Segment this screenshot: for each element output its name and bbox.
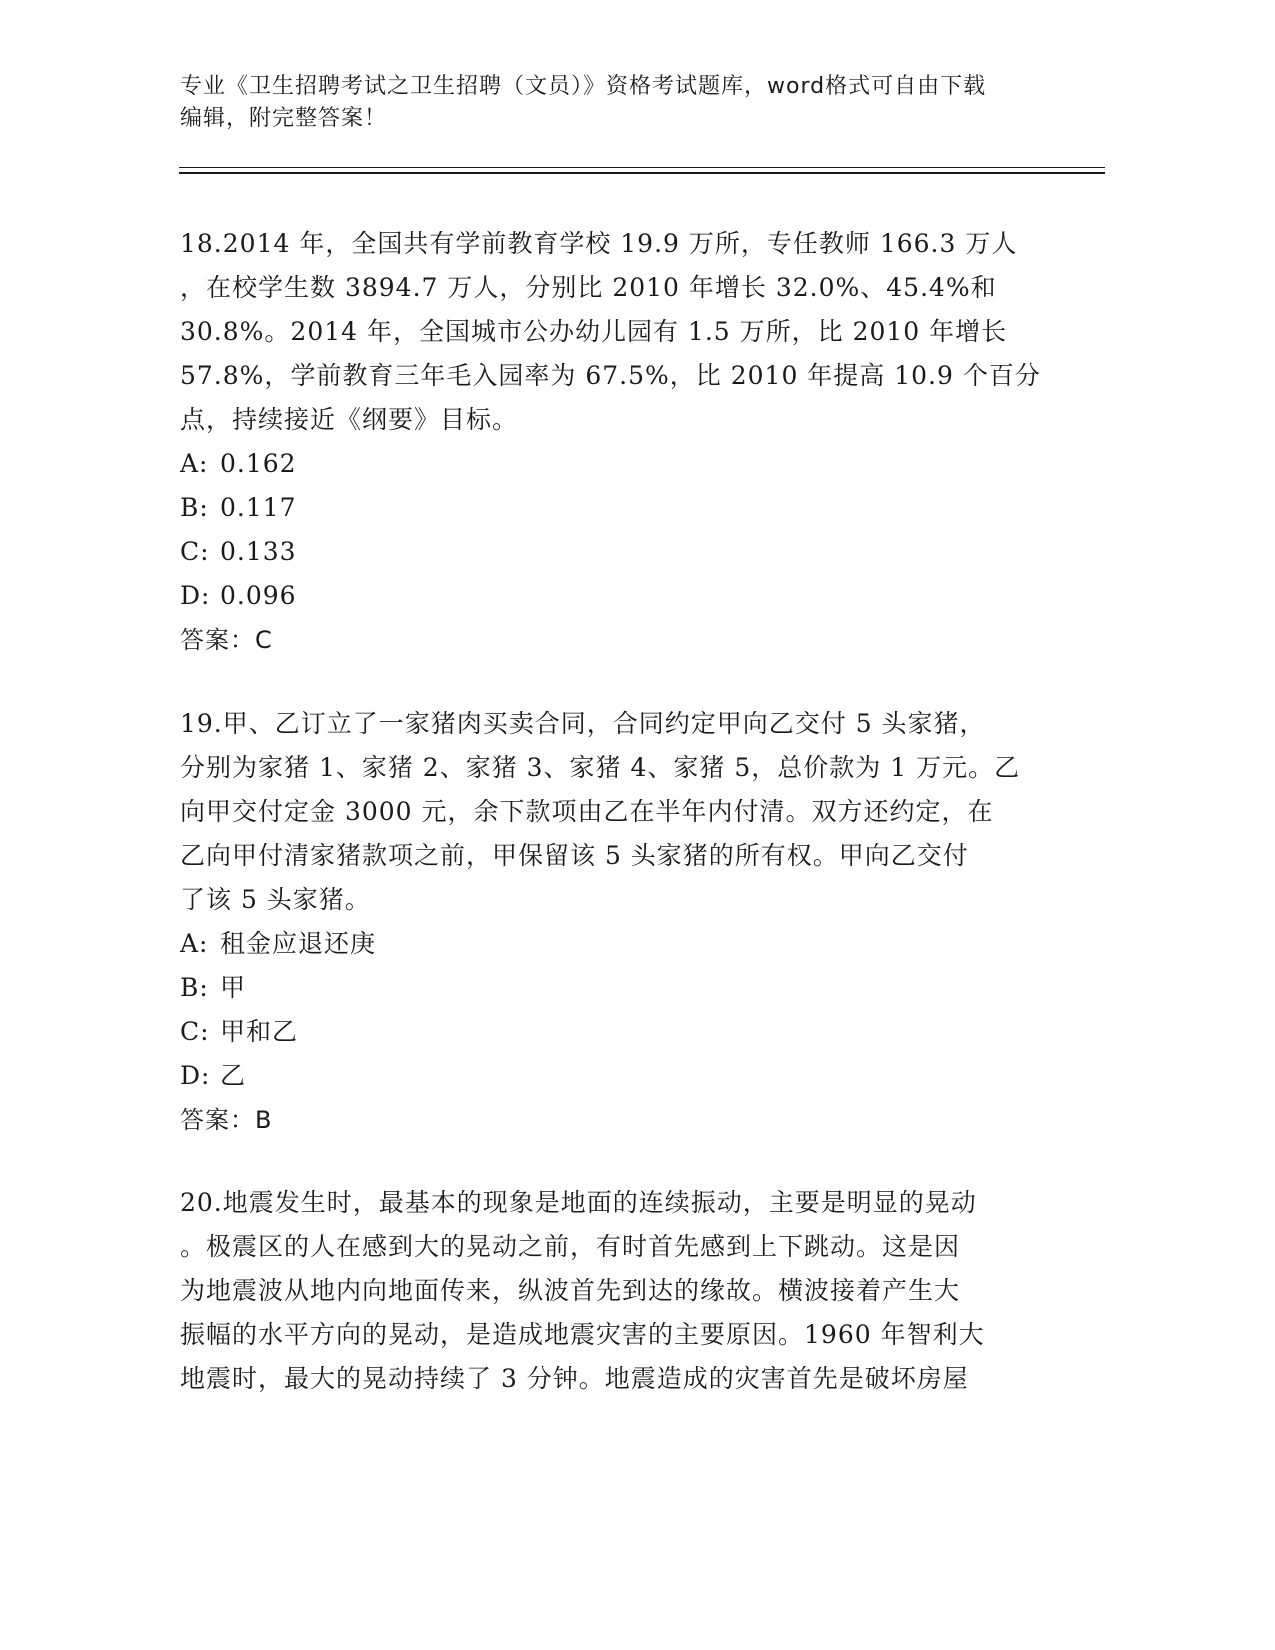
question-20 [180, 1181, 985, 1401]
option-label: D: [180, 581, 211, 610]
option-text: 甲 [220, 973, 247, 1002]
option-text: 0.133 [220, 537, 297, 566]
option-text: 租金应退还庚 [220, 929, 377, 958]
option-d [180, 574, 1041, 618]
answer-line: 答案：C [180, 626, 273, 654]
option-c [180, 530, 1041, 574]
question-text-line: ，在校学生数 3894.7 万人，分别比 2010 年增长 32.0%、45.4%和 [180, 273, 997, 302]
question-text-line: 分别为家猪 1、家猪 2、家猪 3、家猪 4、家猪 5，总价款为 1 万元。乙 [180, 753, 1021, 782]
option-text: 0.117 [220, 493, 297, 522]
question-text-line: 20.地震发生时，最基本的现象是地面的连续振动，主要是明显的晃动 [180, 1188, 977, 1217]
question-text-line: 19.甲、乙订立了一家猪肉买卖合同，合同约定甲向乙交付 5 头家猪， [180, 709, 986, 738]
header-line-2: 编辑，附完整答案！ [180, 106, 388, 131]
question-18 [180, 222, 1041, 662]
question-text-line: 。极震区的人在感到大的晃动之前，有时首先感到上下跳动。这是因 [180, 1232, 961, 1261]
option-label: C: [180, 1017, 210, 1046]
question-text-line: 地震时，最大的晃动持续了 3 分钟。地震造成的灾害首先是破坏房屋 [180, 1364, 969, 1393]
option-d [180, 1054, 1020, 1098]
question-text-line: 乙向甲付清家猪款项之前，甲保留该 5 头家猪的所有权。甲向乙交付 [180, 841, 969, 870]
option-label: B: [180, 973, 209, 1002]
option-label: D: [180, 1061, 211, 1090]
question-text-line: 振幅的水平方向的晃动，是造成地震灾害的主要原因。1960 年智利大 [180, 1320, 985, 1349]
document-header [180, 71, 1040, 135]
question-text-line: 了该 5 头家猪。 [180, 885, 371, 914]
question-text-line: 向甲交付定金 3000 元，余下款项由乙在半年内付清。双方还约定，在 [180, 797, 994, 826]
option-b [180, 486, 1041, 530]
question-19 [180, 702, 1020, 1142]
option-label: B: [180, 493, 209, 522]
answer-line: 答案：B [180, 1106, 273, 1134]
option-text: 乙 [220, 1061, 247, 1090]
option-text: 0.096 [220, 581, 297, 610]
option-c [180, 1010, 1020, 1054]
option-a [180, 442, 1041, 486]
question-text-line: 18.2014 年，全国共有学前教育学校 19.9 万所，专任教师 166.3 万人 [180, 229, 1018, 258]
question-text-line: 30.8%。2014 年，全国城市公办幼儿园有 1.5 万所，比 2010 年增长 [180, 317, 1008, 346]
header-rule-thick [179, 172, 1105, 174]
header-rule-thin [179, 167, 1105, 168]
option-a [180, 922, 1020, 966]
option-text: 0.162 [220, 449, 297, 478]
option-label: A: [180, 449, 209, 478]
question-text-line: 点，持续接近《纲要》目标。 [180, 405, 519, 434]
question-text-line: 57.8%，学前教育三年毛入园率为 67.5%，比 2010 年提高 10.9 个百分 [180, 361, 1041, 390]
option-text: 甲和乙 [220, 1017, 299, 1046]
option-label: C: [180, 537, 210, 566]
option-b [180, 966, 1020, 1010]
question-text-line: 为地震波从地内向地面传来，纵波首先到达的缘故。横波接着产生大 [180, 1276, 961, 1305]
header-line-1: 专业《卫生招聘考试之卫生招聘（文员）》资格考试题库，word格式可自由下载 [180, 74, 987, 99]
option-label: A: [180, 929, 209, 958]
